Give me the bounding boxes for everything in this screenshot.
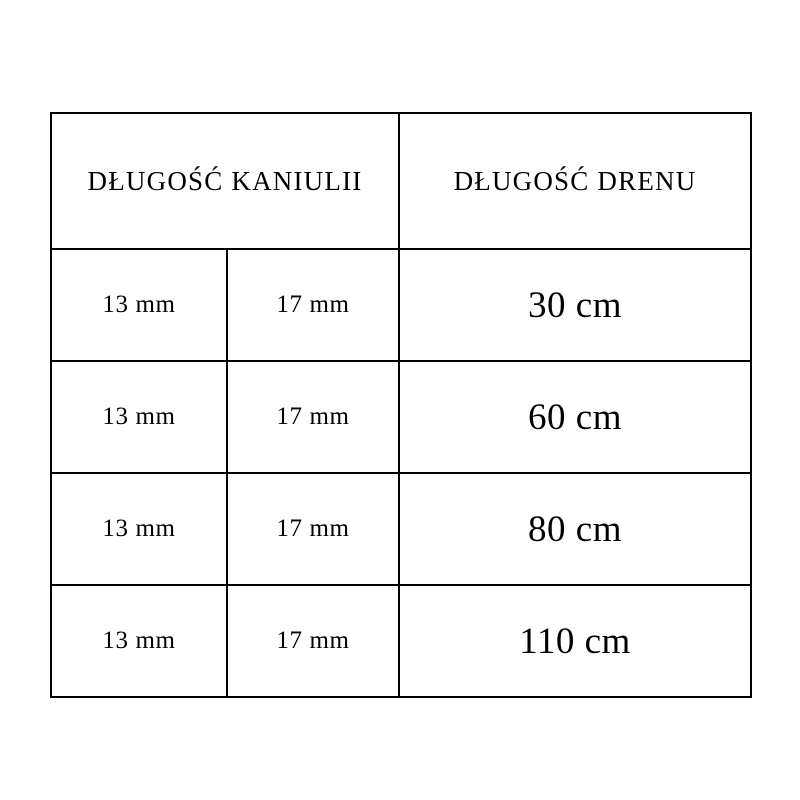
header-drain-length: [399, 113, 751, 249]
cell-cannula-a: [51, 473, 227, 585]
drain-value: 110 cm: [519, 620, 631, 662]
drain-value: 60 cm: [528, 396, 622, 438]
cell-cannula-b: [227, 585, 399, 697]
table-row: [51, 249, 751, 361]
cell-cannula-a: [51, 585, 227, 697]
header-drain-length-label: DŁUGOŚĆ DRENU: [453, 165, 697, 196]
cell-drain: [399, 585, 751, 697]
table-body: [51, 249, 751, 697]
table-row: [51, 585, 751, 697]
header-cannula-length: [51, 113, 399, 249]
spec-table-container: [50, 112, 750, 698]
cell-cannula-b: [227, 249, 399, 361]
cell-cannula-a: [51, 361, 227, 473]
drain-value: 80 cm: [528, 508, 622, 550]
cannula-b-value: 17 mm: [276, 627, 350, 654]
drain-value: 30 cm: [528, 284, 622, 326]
cell-cannula-b: [227, 361, 399, 473]
cannula-a-value: 13 mm: [102, 403, 176, 430]
table-row: [51, 473, 751, 585]
table-header-row: [51, 113, 751, 249]
cell-cannula-b: [227, 473, 399, 585]
cannula-b-value: 17 mm: [276, 515, 350, 542]
cannula-b-value: 17 mm: [276, 403, 350, 430]
table-row: [51, 361, 751, 473]
cell-drain: [399, 361, 751, 473]
cell-drain: [399, 249, 751, 361]
cell-cannula-a: [51, 249, 227, 361]
header-cannula-length-label: DŁUGOŚĆ KANIULII: [87, 165, 363, 196]
cannula-a-value: 13 mm: [102, 627, 176, 654]
table-header: [51, 113, 751, 249]
cannula-b-value: 17 mm: [276, 291, 350, 318]
cannula-a-value: 13 mm: [102, 291, 176, 318]
cannula-a-value: 13 mm: [102, 515, 176, 542]
specification-table: [50, 112, 752, 698]
cell-drain: [399, 473, 751, 585]
